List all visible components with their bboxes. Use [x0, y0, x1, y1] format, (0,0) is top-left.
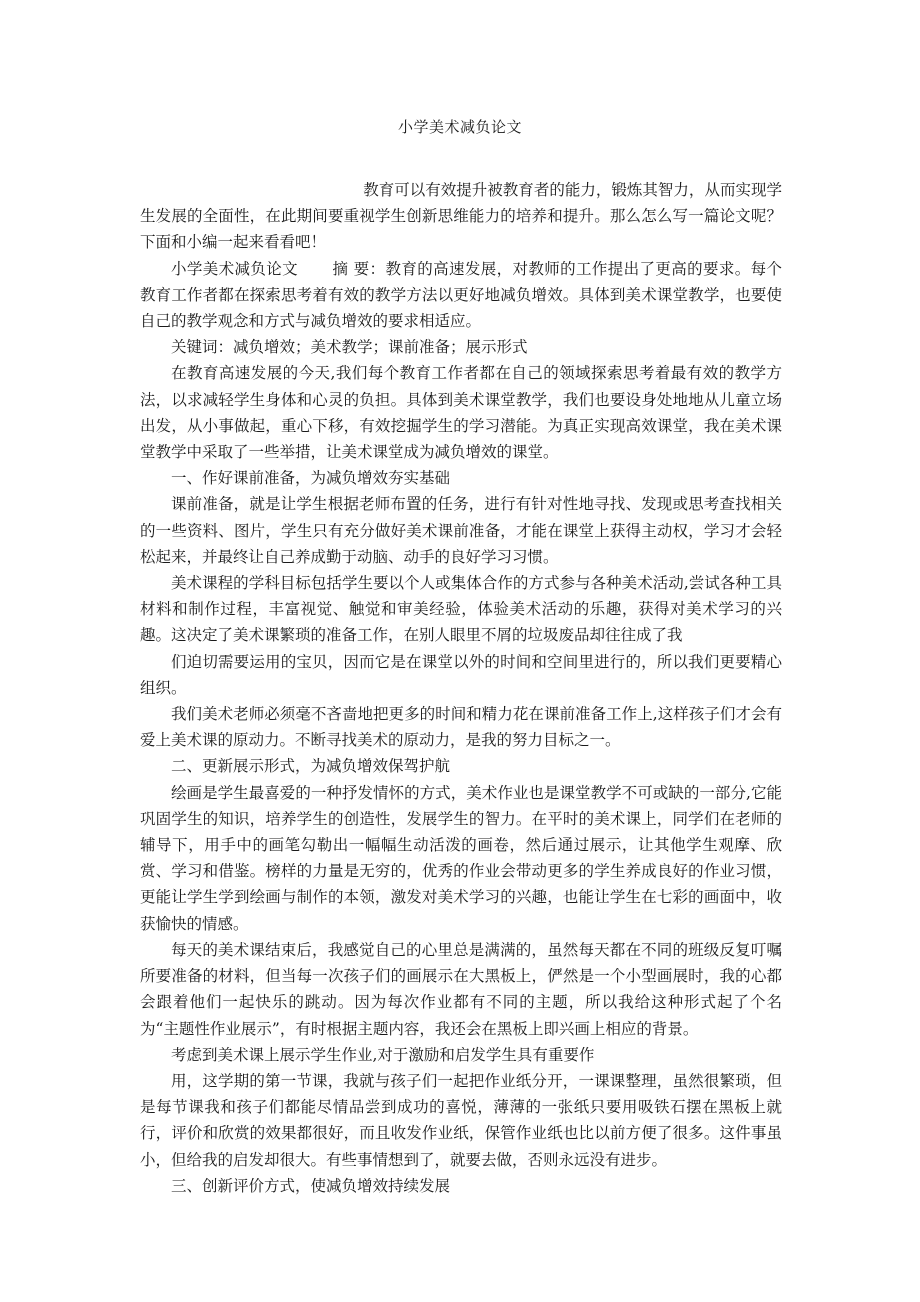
body-paragraph-1a: 课前准备，就是让学生根据老师布置的任务，进行有针对性地寻找、发现或思考查找相关的一些资料、图片，学生只有充分做好美术课前准备，才能在课堂上获得主动权，学习才会轻松起来，并最终让自己养成勤于动脑、动手的良好学习习惯。	[140, 495, 782, 566]
body-paragraph-2d: 用，这学期的第一节课，我就与孩子们一起把作业纸分开，一课课整理，虽然很繁琐，但是每节课我和孩子们都能尽情品尝到成功的喜悦，薄薄的一张纸只要用吸铁石摆在黑板上就行，评价和欣赏的效果都很好，而且收发作业纸，保管作业纸也比以前方便了很多。这件事虽小，但给我的启发却很大。有些事情想到了，就要去做，否则永远没有进步。	[140, 1071, 782, 1169]
body-paragraph-2c: 考虑到美术课上展示学生作业,对于激励和启发学生具有重要作	[171, 1045, 595, 1064]
body-paragraph-2b: 每天的美术课结束后，我感觉自己的心里总是满满的，虽然每天都在不同的班级反复叮嘱所要准备的材料，但当每一次孩子们的画展示在大黑板上，俨然是一个小型画展时，我的心都会跟着他们一起快乐的跳动。因为每次作业都有不同的主题，所以我给这种形式起了个名为“主题性作业展示”，有时根据主题内容，我还会在黑板上即兴画上相应的背景。	[140, 940, 782, 1038]
document-body	[140, 177, 782, 1199]
abstract-paragraph	[140, 256, 782, 335]
body-paragraph-1b: 美术课程的学科目标包括学生要以个人或集体合作的方式参与各种美术活动,尝试各种工具材料和制作过程，丰富视觉、触觉和审美经验，体验美术活动的乐趣，获得对美术学习的兴趣。这决定了美术课繁琐的准备工作，在别人眼里不屑的垃圾废品却往往成了我	[140, 574, 782, 645]
intro-paragraph: 教育可以有效提升被教育者的能力，锻炼其智力，从而实现学生发展的全面性，在此期间要重视学生创新思维能力的培养和提升。那么怎么写一篇论文呢？下面和小编一起来看看吧！	[140, 181, 782, 252]
abstract-label: 小学美术减负论文	[171, 259, 299, 278]
section-heading-1: 一、作好课前准备，为减负增效夯实基础	[171, 469, 451, 488]
abstract-text: 摘 要：教育的高速发展，对教师的工作提出了更高的要求。每个教育工作者都在探索思考着有效的教学方法以更好地减负增效。具体到美术课堂教学，也要使自己的教学观念和方式与减负增效的要求相适应。	[140, 259, 782, 331]
body-paragraph-1c: 们迫切需要运用的宝贝，因而它是在课堂以外的时间和空间里进行的，所以我们更要精心组织。	[140, 652, 782, 697]
body-paragraph-1d: 我们美术老师必须毫不吝啬地把更多的时间和精力花在课前准备工作上,这样孩子们才会有爱上美术课的原动力。不断寻找美术的原动力，是我的努力目标之一。	[140, 705, 782, 750]
document-title: 小学美术减负论文	[397, 118, 522, 136]
section-heading-2: 二、更新展示形式，为减负增效保驾护航	[171, 757, 451, 776]
body-paragraph-2a: 绘画是学生最喜爱的一种抒发情怀的方式，美术作业也是课堂教学不可或缺的一部分,它能巩固学生的知识，培养学生的创造性，发展学生的智力。在平时的美术课上，同学们在老师的辅导下，用手中的画笔勾勒出一幅幅生动活泼的画卷，然后通过展示，让其他学生观摩、欣赏、学习和借鉴。榜样的力量是无穷的，优秀的作业会带动更多的学生养成良好的作业习惯，更能让学生学到绘画与制作的本领，激发对美术学习的兴趣，也能让学生在七彩的画面中，收获愉快的情感。	[140, 783, 782, 933]
keywords-paragraph: 关键词：减负增效；美术教学；课前准备；展示形式	[171, 338, 528, 357]
body-paragraph-intro: 在教育高速发展的今天,我们每个教育工作者都在自己的领域探索思考着最有效的教学方法，以求减轻学生身体和心灵的负担。具体到美术课堂教学，我们也要设身处地地从儿童立场出发，从小事做起，重心下移，有效挖掘学生的学习潜能。为真正实现高效课堂，我在美术课堂教学中采取了一些举措，让美术课堂成为减负增效的课堂。	[140, 364, 782, 462]
section-heading-3: 三、创新评价方式，使减负增效持续发展	[171, 1176, 451, 1195]
